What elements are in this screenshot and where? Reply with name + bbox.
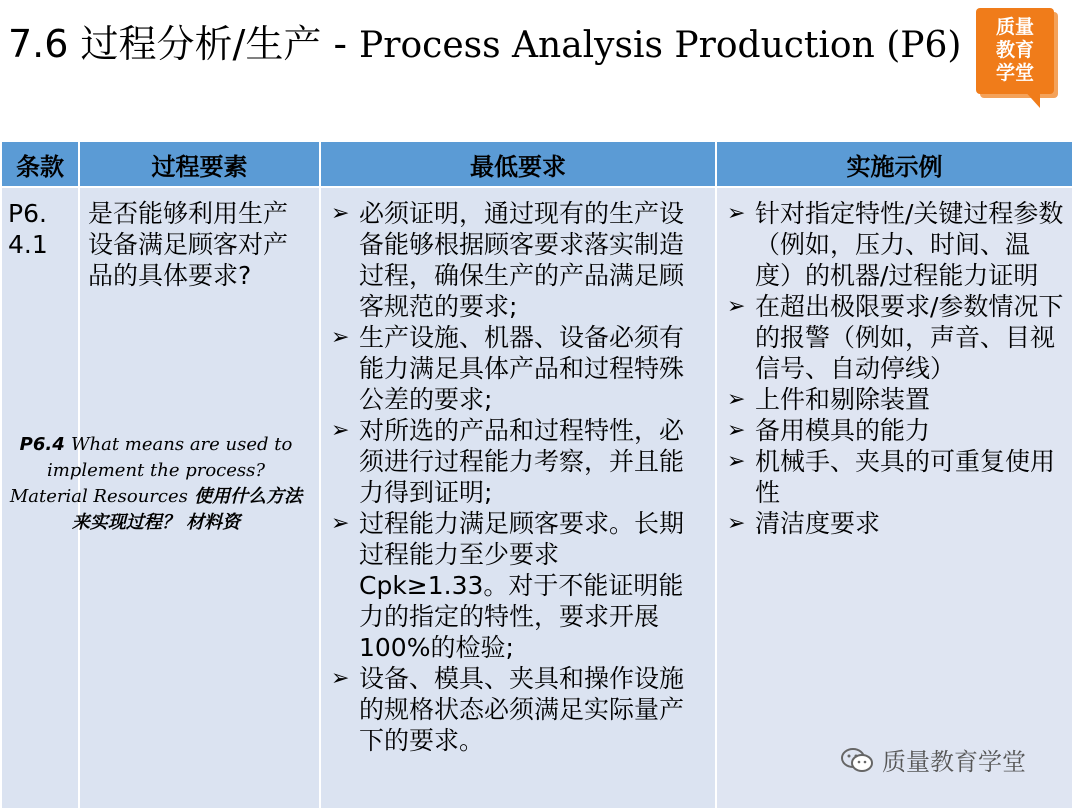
list-item	[725, 446, 1064, 508]
list-item	[329, 415, 707, 508]
arrow-bullet-icon: ➢	[727, 201, 746, 226]
list-item	[329, 322, 707, 415]
note-english: What means are used to implement the process? Material Resources	[9, 434, 293, 507]
example-text: 清洁度要求	[755, 509, 881, 538]
requirement-text: 设备、模具、夹具和操作设施 的规格状态必须满足实际量产下的要求。	[359, 664, 685, 755]
brand-logo	[976, 8, 1054, 108]
list-item	[725, 384, 1064, 415]
logo-line-3: 学堂	[995, 62, 1034, 84]
example-text: 机械手、夹具的可重复使用性	[755, 447, 1056, 507]
arrow-bullet-icon: ➢	[331, 666, 350, 691]
example-text: 针对指定特性/关键过程参数（例如，压力、时间、温度）的机器/过程能力证明	[755, 199, 1064, 290]
wechat-icon	[840, 747, 874, 779]
requirements-cell	[320, 187, 716, 809]
example-text: 上件和剔除装置	[755, 385, 931, 414]
title-chinese: 7.6 过程分析/生产	[8, 22, 322, 66]
arrow-bullet-icon: ➢	[331, 201, 350, 226]
list-item	[725, 291, 1064, 384]
note-chinese: 使用什么方法来实现过程？ 材料资	[71, 486, 303, 533]
example-text: 备用模具的能力	[755, 416, 931, 445]
arrow-bullet-icon: ➢	[331, 418, 350, 443]
logo-text	[976, 16, 1054, 85]
list-item	[725, 508, 1064, 539]
logo-line-2: 教育	[995, 39, 1034, 61]
process-element-text: 是否能够利用生产设备满足顾客对产品的具体要求?	[88, 199, 289, 290]
arrow-bullet-icon: ➢	[331, 511, 350, 536]
requirements-list	[329, 198, 707, 756]
arrow-bullet-icon: ➢	[727, 387, 746, 412]
logo-speech-tail	[1022, 88, 1040, 108]
header-minimum-requirements: 最低要求	[320, 141, 716, 187]
list-item	[329, 663, 707, 756]
arrow-bullet-icon: ➢	[727, 449, 746, 474]
header-clause: 条款	[1, 141, 79, 187]
requirement-text: 对所选的产品和过程特性，必须进行过程能力考察，并且能力得到证明;	[359, 416, 685, 507]
clause-number: P6.4.1	[8, 199, 48, 259]
requirement-text: 必须证明，通过现有的生产设备能够根据顾客要求落实制造过程，确保生产的产品满足顾客规范的要求;	[359, 199, 685, 321]
list-item	[725, 198, 1064, 291]
title-separator: -	[333, 22, 348, 66]
example-text: 在超出极限要求/参数情况下的报警（例如，声音、目视信号、自动停线）	[755, 292, 1064, 383]
title-english: Process Analysis Production (P6)	[359, 25, 962, 66]
examples-cell	[716, 187, 1073, 809]
note-code: P6.4	[19, 434, 65, 455]
arrow-bullet-icon: ➢	[727, 418, 746, 443]
requirement-text: 生产设施、机器、设备必须有能力满足具体产品和过程特殊公差的要求;	[359, 323, 685, 414]
table-header-row	[1, 141, 1073, 187]
page-title	[8, 18, 961, 72]
logo-line-1: 质量	[995, 16, 1034, 38]
watermark	[840, 742, 1026, 779]
requirement-text: 过程能力满足顾客要求。长期过程能力至少要求Cpk≥1.33。对于不能证明能力的指定的特性，要求开展100%的检验;	[359, 509, 685, 662]
list-item	[329, 508, 707, 663]
arrow-bullet-icon: ➢	[331, 325, 350, 350]
arrow-bullet-icon: ➢	[727, 511, 746, 536]
section-note	[6, 432, 306, 536]
header-process-element: 过程要素	[79, 141, 320, 187]
list-item	[725, 415, 1064, 446]
examples-list	[725, 198, 1064, 539]
list-item	[329, 198, 707, 322]
arrow-bullet-icon: ➢	[727, 294, 746, 319]
watermark-text: 质量教育学堂	[882, 748, 1026, 776]
header-implementation-examples: 实施示例	[716, 141, 1073, 187]
